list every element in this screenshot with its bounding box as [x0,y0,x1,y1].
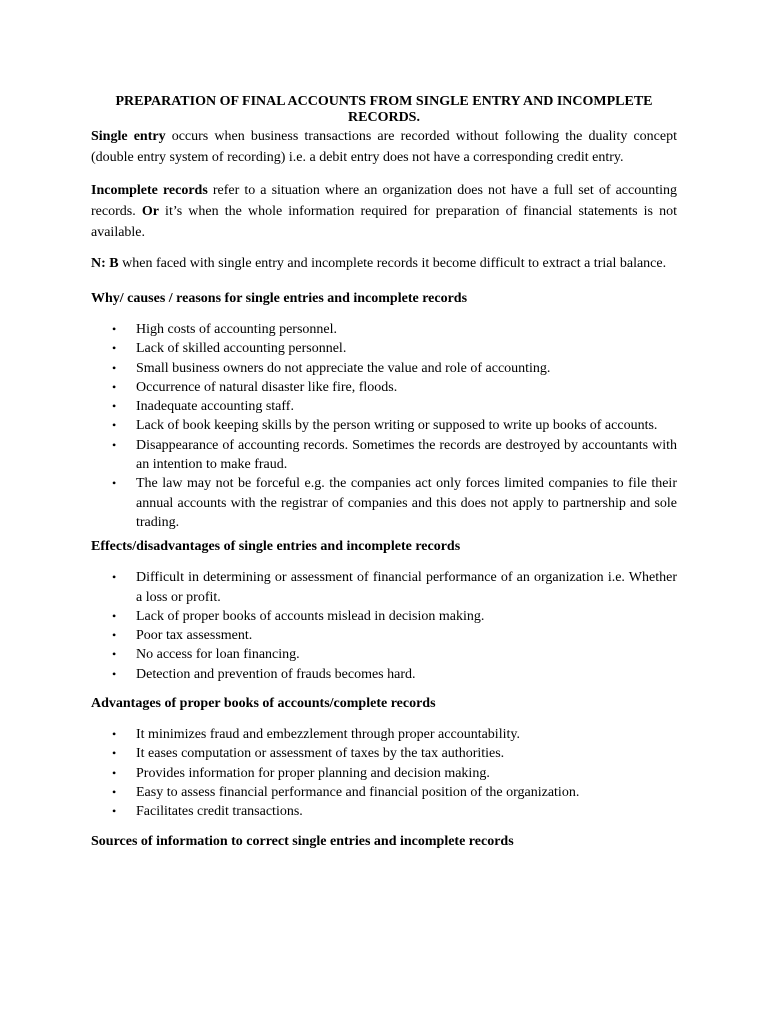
bullet-icon: • [112,765,117,780]
list-item: • It minimizes fraud and embezzlement through proper accountability. [91,725,677,744]
advantages-list [91,725,677,821]
note-label: N: B [91,256,119,271]
note-paragraph [91,255,677,273]
list-item: • Easy to assess financial performance and financial position of the organization. [91,783,677,802]
list-item: • Lack of proper books of accounts mislead in decision making. [91,607,677,626]
bullet-icon: • [112,341,117,356]
note-text: when faced with single entry and incomplete records it become difficult to extract a trial balance. [118,256,667,271]
bullet-icon: • [112,804,117,819]
list-item: • Lack of skilled accounting personnel. [91,339,677,358]
document-title: PREPARATION OF FINAL ACCOUNTS FROM SINGLE ENTRY AND INCOMPLETE RECORDS. [115,94,653,125]
list-item: • Difficult in determining or assessment of financial performance of an organization i.e. Whether a loss or profit. [112,570,677,605]
causes-heading: Why/ causes / reasons for single entries and incomplete records [91,291,468,306]
list-item: • Small business owners do not appreciate the value and role of accounting. [91,359,677,378]
sources-heading: Sources of information to correct single entries and incomplete records [91,833,514,849]
list-item: • Disappearance of accounting records. Sometimes the records are destroyed by accountants with an intention to make fraud. [112,437,677,473]
bullet-icon: • [112,666,117,681]
list-item: • Poor tax assessment. [91,626,677,645]
incomplete-records-paragraph [91,180,677,243]
document-body [91,94,677,852]
list-item: • Inadequate accounting staff. [91,397,677,416]
list-item: • Detection and prevention of frauds becomes hard. [91,665,677,684]
or-keyword: Or [141,204,159,219]
list-item: • High costs of accounting personnel. [91,320,677,339]
bullet-icon: • [112,399,117,414]
incomplete-records-alternative: it’s when the whole information required for preparation of financial statements is not available. [91,204,678,240]
list-item: • Facilitates credit transactions. [91,802,677,821]
advantages-heading: Advantages of proper books of accounts/complete records [91,696,436,712]
bullet-icon: • [112,437,117,452]
single-entry-definition: occurs when business transactions are recorded without following the duality concept (double entry system of recording) i.e. a debit entry does not have a corresponding credit entry. [91,129,677,165]
incomplete-records-term: Incomplete records [91,183,208,198]
causes-list [91,320,677,532]
incomplete-records-definition: refer to a situation where an organization does not have a full set of accounting records. [91,183,677,219]
list-item: • The law may not be forceful e.g. the companies act only forces limited companies to file their annual accounts with the registrar of companies and this does not apply to partnership and sole trading. [112,476,677,530]
effects-list [91,568,677,684]
bullet-icon: • [112,608,117,623]
bullet-icon: • [112,379,117,394]
bullet-icon: • [112,322,117,336]
list-item: • Lack of book keeping skills by the person writing or supposed to write up books of accounts. [91,416,677,435]
single-entry-paragraph [91,126,677,168]
bullet-icon: • [112,628,117,643]
list-item: • Occurrence of natural disaster like fire, floods. [91,378,677,397]
bullet-icon: • [112,476,117,491]
bullet-icon: • [112,360,117,375]
bullet-icon: • [112,784,117,799]
single-entry-term: Single entry [91,129,166,144]
bullet-icon: • [112,418,117,433]
list-item: • Provides information for proper planning and decision making. [91,764,677,783]
effects-heading: Effects/disadvantages of single entries and incomplete records [91,539,461,555]
bullet-icon: • [112,746,117,761]
bullet-icon: • [112,647,117,662]
list-item: • No access for loan financing. [91,645,677,664]
bullet-icon: • [112,570,117,585]
list-item: • It eases computation or assessment of taxes by the tax authorities. [91,744,677,763]
bullet-icon: • [112,727,117,742]
